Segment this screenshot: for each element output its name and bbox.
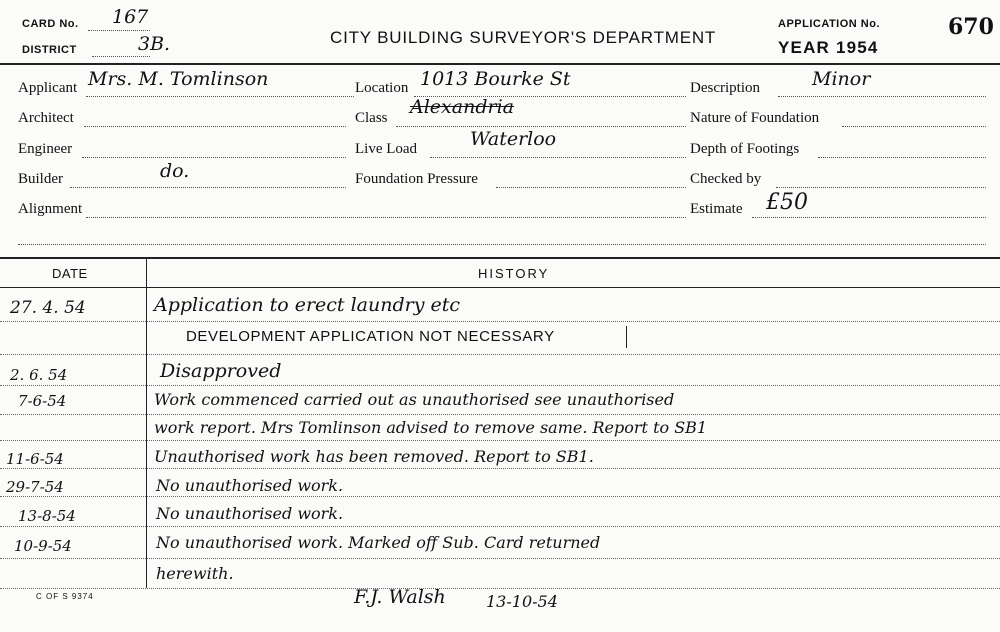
row-line <box>0 414 1000 415</box>
department-title: CITY BUILDING SURVEYOR'S DEPARTMENT <box>330 28 717 47</box>
history-date: 13-8-54 <box>18 507 76 525</box>
checked-by-line <box>776 187 986 188</box>
foundation-pressure-label: Foundation Pressure <box>355 171 478 187</box>
alignment-label: Alignment <box>18 201 83 217</box>
card-no-label: CARD No. <box>22 18 79 30</box>
applicant-value: Mrs. M. Tomlinson <box>88 68 269 90</box>
depth-label: Depth of Footings <box>690 141 800 157</box>
card-no-line <box>88 30 150 31</box>
description-line <box>778 96 986 97</box>
history-top-rule <box>0 257 1000 259</box>
blank-line <box>18 244 986 245</box>
history-date: 2. 6. 54 <box>10 366 68 384</box>
builder-label: Builder <box>18 171 63 187</box>
header-rule <box>0 63 1000 65</box>
history-text: No unauthorised work. <box>156 504 344 523</box>
history-text: Disapproved <box>160 360 282 382</box>
row-line <box>0 385 1000 386</box>
description-label: Description <box>690 80 760 96</box>
architect-line <box>84 126 346 127</box>
location-value: 1013 Bourke St <box>420 68 571 90</box>
estimate-value: £50 <box>766 190 808 215</box>
history-date: 10-9-54 <box>14 537 72 555</box>
history-text: Unauthorised work has been removed. Report to SB1. <box>154 447 594 466</box>
history-date: 7-6-54 <box>18 392 67 410</box>
estimate-label: Estimate <box>690 201 743 217</box>
history-text: Work commenced carried out as unauthorised see unauthorised <box>154 390 675 409</box>
district-value: 3B. <box>138 33 171 55</box>
row-line <box>0 321 1000 322</box>
card-no-value: 167 <box>112 6 149 28</box>
engineer-line <box>82 157 346 158</box>
nature-label: Nature of Foundation <box>690 110 820 126</box>
builder-value: do. <box>160 160 190 182</box>
applicant-line <box>86 96 354 97</box>
location-label: Location <box>355 80 409 96</box>
signature-date: 13-10-54 <box>486 592 558 611</box>
history-text: work report. Mrs Tomlinson advised to remove same. Report to SB1 <box>154 418 708 437</box>
live-load-label: Live Load <box>355 141 418 157</box>
row-line <box>0 526 1000 527</box>
applicant-label: Applicant <box>18 80 78 96</box>
live-load-line <box>430 157 686 158</box>
live-load-value: Waterloo <box>470 128 557 150</box>
history-text: No unauthorised work. Marked off Sub. Card returned <box>156 533 601 552</box>
row-line <box>0 588 1000 589</box>
history-date: 11-6-54 <box>6 450 64 468</box>
district-line <box>92 56 150 57</box>
class-label: Class <box>355 110 388 126</box>
date-column-divider <box>146 258 147 588</box>
row-line <box>0 440 1000 441</box>
stamp-mark <box>626 326 627 348</box>
foundation-pressure-line <box>496 187 686 188</box>
history-header: HISTORY <box>478 266 550 281</box>
district-label: DISTRICT <box>22 44 77 56</box>
row-line <box>0 558 1000 559</box>
form-code: C OF S 9374 <box>36 592 94 601</box>
history-text: No unauthorised work. <box>156 476 344 495</box>
signature: F.J. Walsh <box>354 586 446 608</box>
development-stamp: DEVELOPMENT APPLICATION NOT NECESSARY <box>186 328 555 345</box>
builder-line <box>70 187 346 188</box>
year-label: YEAR 1954 <box>778 38 879 57</box>
date-header: DATE <box>52 266 88 281</box>
application-no-label: APPLICATION No. <box>778 18 881 30</box>
description-value: Minor <box>812 68 871 90</box>
application-no-value: 670 <box>948 14 994 40</box>
history-date: 29-7-54 <box>6 478 64 496</box>
nature-line <box>842 126 986 127</box>
class-line <box>396 126 686 127</box>
row-line <box>0 496 1000 497</box>
engineer-label: Engineer <box>18 141 73 157</box>
estimate-line <box>752 217 986 218</box>
depth-line <box>818 157 986 158</box>
history-header-rule <box>0 287 1000 288</box>
history-text: Application to erect laundry etc <box>154 294 461 316</box>
history-date: 27. 4. 54 <box>10 298 86 318</box>
class-value: Alexandria <box>410 96 514 118</box>
history-text: herewith. <box>156 564 234 583</box>
row-line <box>0 354 1000 355</box>
architect-label: Architect <box>18 110 74 126</box>
checked-by-label: Checked by <box>690 171 762 187</box>
alignment-line <box>86 217 686 218</box>
row-line <box>0 468 1000 469</box>
